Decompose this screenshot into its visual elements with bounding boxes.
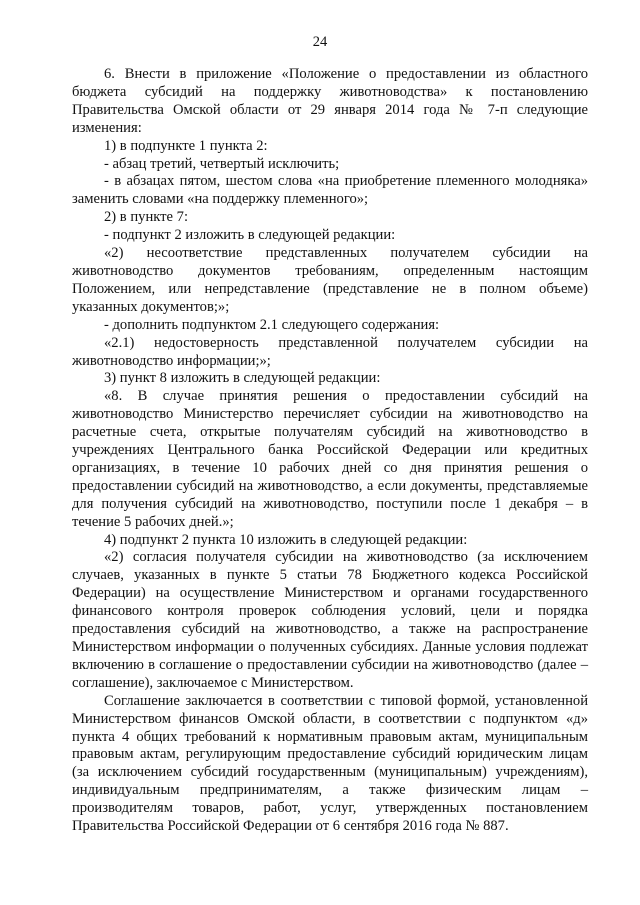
paragraph-dash-2: - в абзацах пятом, шестом слова «на приобретение племенного молодняка» заменить словами «на поддержку племенного»; (72, 173, 588, 208)
paragraph-quote-8: «8. В случае принятия решения о предоставлении субсидий на животноводство Министерство перечисляет субсидии на животноводство на расчетные счета, открытые получателям субсидий на животноводство в учреждениях Центрального банка Российской Федерации или кредитных организациях, в течение 10 рабочих дней со дня принятия решения о предоставлении субсидий на животноводство, а если документы, представляемые для получения субсидий на животноводство, поступили после 1 декабря – в течение 5 рабочих дней.»; (72, 388, 588, 530)
paragraph-subitem-3: 3) пункт 8 изложить в следующей редакции: (104, 370, 381, 387)
paragraph-subitem-4: 4) подпункт 2 пункта 10 изложить в следующей редакции: (104, 531, 468, 548)
paragraph-quote-2: «2) несоответствие представленных получателем субсидии на животноводство документов требованиям, определенным настоящим Положением, или непредставление (представление не в полном объеме) указанных документов;»; (72, 245, 588, 315)
paragraph-quote-2-1: «2.1) недостоверность представленной получателем субсидии на животноводство информации;»; (72, 334, 588, 369)
paragraph-dash-4: - дополнить подпунктом 2.1 следующего содержания: (104, 316, 440, 333)
paragraph-quote-consent: «2) согласия получателя субсидии на животноводство (за исключением случаев, указанных в пункте 5 статьи 78 Бюджетного кодекса Российской Федерации) на осуществление Министерством и органами государственного финансового контроля проверок соблюдения условий, цели и порядка предоставления субсидий на животноводство, а также на распространение Министерством информации о полученных субсидиях. Данные условия подлежат включению в соглашение о предоставлении субсидии на животноводство (далее – соглашение), заключаемое с Министерством. (72, 549, 588, 691)
page-number: 24 (312, 34, 328, 50)
paragraph-agreement: Соглашение заключается в соответствии с типовой формой, установленной Министерством финансов Омской области, в соответствии с подпунктом «д» пункта 4 общих требований к нормативным правовым актам, муниципальным правовым актам, регулирующим предоставление субсидий юридическим лицам (за исключением субсидий государственным (муниципальным) учреждениям), индивидуальным предпринимателям, а также физическим лицам – производителям товаров, работ, услуг, утвержденных постановлением Правительства Российской Федерации от 6 сентября 2016 года № 887. (72, 692, 588, 835)
paragraph-item-6: 6. Внести в приложение «Положение о предоставлении из областного бюджета субсидий на поддержку животноводства» к постановлению Правительства Омской области от 29 января 2014 года № 7-п следующие изменения: (72, 66, 588, 136)
document-body (72, 66, 588, 836)
paragraph-dash-3: - подпункт 2 изложить в следующей редакции: (104, 227, 396, 244)
paragraph-subitem-1: 1) в подпункте 1 пункта 2: (104, 137, 268, 154)
paragraph-subitem-2: 2) в пункте 7: (104, 209, 189, 226)
paragraph-dash-1: - абзац третий, четвертый исключить; (104, 155, 340, 172)
